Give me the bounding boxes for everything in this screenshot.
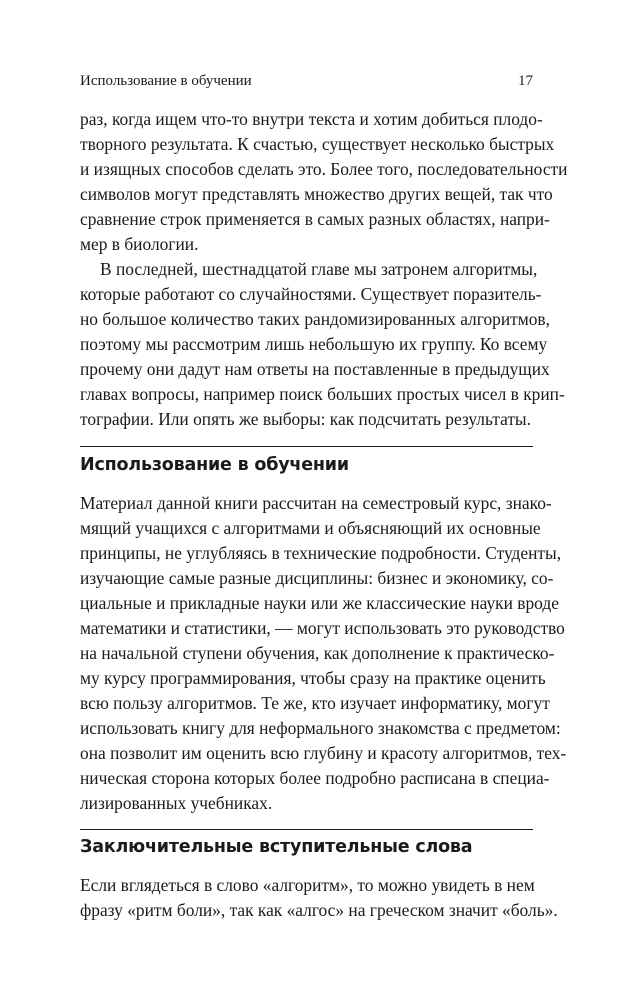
text-line: мер в биологии. [80, 234, 199, 254]
page-number: 17 [518, 73, 533, 89]
text-line: мящий учащихся с алгоритмами и объясняющий их основные [80, 518, 541, 538]
text-line: но большое количество таких рандомизированных алгоритмов, [80, 309, 550, 329]
text-line: Материал данной книги рассчитан на семестровый курс, знако- [80, 493, 552, 513]
text-line: циальные и прикладные науки или же классические науки вроде [80, 593, 559, 613]
section-heading: Использование в обучении [80, 455, 349, 475]
text-line: и изящных способов сделать это. Более того, последовательности [80, 159, 568, 179]
text-line: использовать книгу для неформального знакомства с предметом: [80, 718, 561, 738]
text-line: В последней, шестнадцатой главе мы затронем алгоритмы, [100, 259, 538, 279]
text-line: на начальной ступени обучения, как дополнение к практическо- [80, 643, 555, 663]
text-line: принципы, не углубляясь в технические подробности. Студенты, [80, 543, 562, 563]
text-line: она позволит им оценить всю глубину и красоту алгоритмов, тех- [80, 743, 567, 763]
section-rule [80, 446, 533, 447]
text-line: тографии. Или опять же выборы: как подсчитать результаты. [80, 409, 531, 429]
text-line: прочему они дадут нам ответы на поставленные в предыдущих [80, 359, 550, 379]
running-header [80, 72, 533, 90]
running-header-title: Использование в обучении [80, 73, 252, 89]
text-line: му курсу программирования, чтобы сразу на практике оценить [80, 668, 546, 688]
text-line: фразу «ритм боли», так как «алгос» на греческом значит «боль». [80, 900, 558, 920]
text-line: изучающие самые разные дисциплины: бизнес и экономику, со- [80, 568, 554, 588]
text-line: всю пользу алгоритмов. Те же, кто изучает информатику, могут [80, 693, 550, 713]
text-line: поэтому мы рассмотрим лишь небольшую их группу. Ко всему [80, 334, 548, 354]
text-line: раз, когда ищем что-то внутри текста и хотим добиться плодо- [80, 109, 543, 129]
text-line: творного результата. К счастью, существует несколько быстрых [80, 134, 555, 154]
text-line: символов могут представлять множество других вещей, так что [80, 184, 553, 204]
text-line: Если вглядеться в слово «алгоритм», то можно увидеть в нем [80, 875, 535, 895]
text-line: математики и статистики, — могут использовать это руководство [80, 618, 565, 638]
section-rule [80, 829, 533, 830]
section-heading: Заключительные вступительные слова [80, 837, 473, 857]
text-line: сравнение строк применяется в самых разных областях, напри- [80, 209, 550, 229]
text-line: главах вопросы, например поиск больших простых чисел в крип- [80, 384, 565, 404]
text-line: ническая сторона которых более подробно расписана в специа- [80, 768, 550, 788]
text-line: которые работают со случайностями. Существует поразитель- [80, 284, 542, 304]
text-line: лизированных учебниках. [80, 793, 273, 813]
